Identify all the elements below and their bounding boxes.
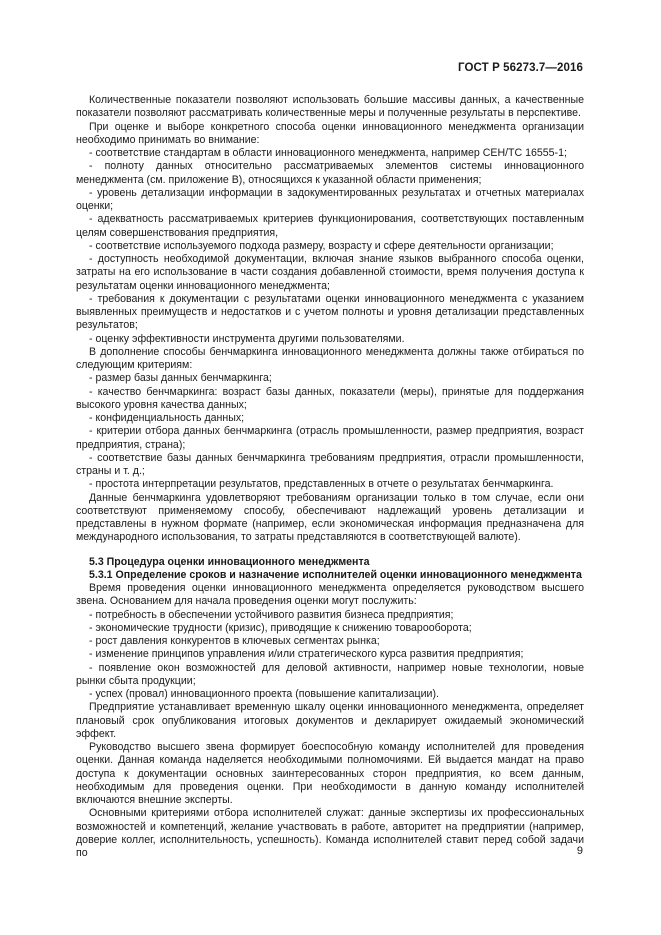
paragraph: Руководство высшего звена формирует боеспособную команду исполнителей для проведения оценки. Данная команда наделяется необходимыми полномочиями. Ей выдается мандат на право доступа к документации основных заинтересованных сторон предприятия, ко всем данным, необходимым для проведения оценки. При необходимости в данную команду исполнителей включаются внешние эксперты.	[76, 741, 584, 806]
list-item: - соответствие базы данных бенчмаркинга требованиям предприятия, отрасли промышленности, страны и т. д.;	[76, 451, 584, 477]
list-item: - доступность необходимой документации, включая знание языков выбранного способа оценки, затраты на его использование в части создания добавленной стоимости, время получения доступа к результатам оценки инновационного менеджмента;	[76, 253, 584, 292]
list-item: - критерии отбора данных бенчмаркинга (отрасль промышленности, размер предприятия, возраст предприятия, страна);	[76, 425, 584, 451]
paragraph: Время проведения оценки инновационного менеджмента определяется руководством высшего звена. Основанием для начала проведения оценки могут послужить:	[76, 582, 584, 608]
list-item: - соответствие используемого подхода размеру, возрасту и сфере деятельности организации;	[89, 239, 554, 252]
list-item: - полноту данных относительно рассматриваемых элементов системы инновационного менеджмента (см. приложение В), относящихся к указанной области применения;	[76, 160, 584, 186]
list-item: - простота интерпретации результатов, представленных в отчете о результатах бенчмаркинга.	[89, 478, 554, 491]
list-item: - размер базы данных бенчмаркинга;	[89, 372, 272, 385]
list-item: - уровень детализации информации в задокументированных результатах и отчетных материалах оценки;	[76, 186, 584, 212]
list-item: - соответствие стандартам в области инновационного менеджмента, например СЕН/ТС 16555-1;	[89, 147, 567, 159]
list-item: - адекватность рассматриваемых критериев функционирования, соответствующих поставленным целям совершенствования предприятия,	[76, 213, 584, 239]
paragraph: Данные бенчмаркинга удовлетворяют требованиям организации только в том случае, если они соответствуют применяемому способу, обеспечивают надлежащий уровень детализации и представлены в нужном формате (например, если экономическая информация предназначена для международного использования, то затраты представляются в соответствующей валюте).	[76, 491, 584, 544]
list-item: - изменение принципов управления и/или стратегического курса развития предприятия;	[89, 648, 524, 661]
page-number: 9	[576, 845, 583, 857]
document-body	[76, 94, 584, 860]
list-item: - успех (провал) инновационного проекта (повышение капитализации).	[89, 688, 439, 700]
list-item: - оценку эффективности инструмента другими пользователями.	[89, 332, 405, 345]
list-item: - экономические трудности (кризис), приводящие к снижению товарооборота;	[89, 621, 472, 634]
list-item: - качество бенчмаркинга: возраст базы данных, показатели (меры), принятые для поддержания высокого уровня качества данных;	[76, 385, 584, 411]
list-item: - потребность в обеспечении устойчивого развития бизнеса предприятия;	[89, 608, 454, 621]
paragraph: Количественные показатели позволяют использовать большие массивы данных, а качественные показатели позволяют рассматривать количественные меры и полученные результаты в перспективе.	[76, 94, 584, 120]
list-item: - конфиденциальность данных;	[89, 412, 245, 424]
list-item: - требования к документации с результатами оценки инновационного менеджмента с указанием выявленных преимуществ и недостатков и с учетом полноты и уровня детализации представленных результатов;	[76, 292, 584, 332]
list-item: - появление окон возможностей для деловой активности, например новые технологии, новые рынки сбыта продукции;	[76, 661, 584, 687]
list-item: - рост давления конкурентов в ключевых сегментах рынка;	[89, 635, 380, 647]
section-heading: 5.3 Процедура оценки инновационного менеджмента	[89, 555, 370, 568]
paragraph: Предприятие устанавливает временную шкалу оценки инновационного менеджмента, определяет плановый срок опубликования итоговых документов и декларирует ожидаемый экономический эффект.	[76, 701, 584, 740]
paragraph: Основными критериями отбора исполнителей служат: данные экспертизы их профессиональных возможностей и компетенций, желание участвовать в работе, авторитет на предприятии (например, доверие коллег, исполнительность, успешность). Команда исполнителей ставит перед собой задачи по	[76, 807, 584, 859]
paragraph: В дополнение способы бенчмаркинга инновационного менеджмента должны также отбираться по следующим критериям:	[76, 345, 584, 371]
section-spacer	[76, 545, 584, 556]
document-header: ГОСТ Р 56273.7—2016	[458, 62, 583, 74]
subsection-heading: 5.3.1 Определение сроков и назначение исполнителей оценки инновационного менеджмента	[89, 568, 582, 581]
paragraph: При оценке и выборе конкретного способа оценки инновационного менеджмента организации необходимо принимать во внимание:	[76, 120, 584, 146]
